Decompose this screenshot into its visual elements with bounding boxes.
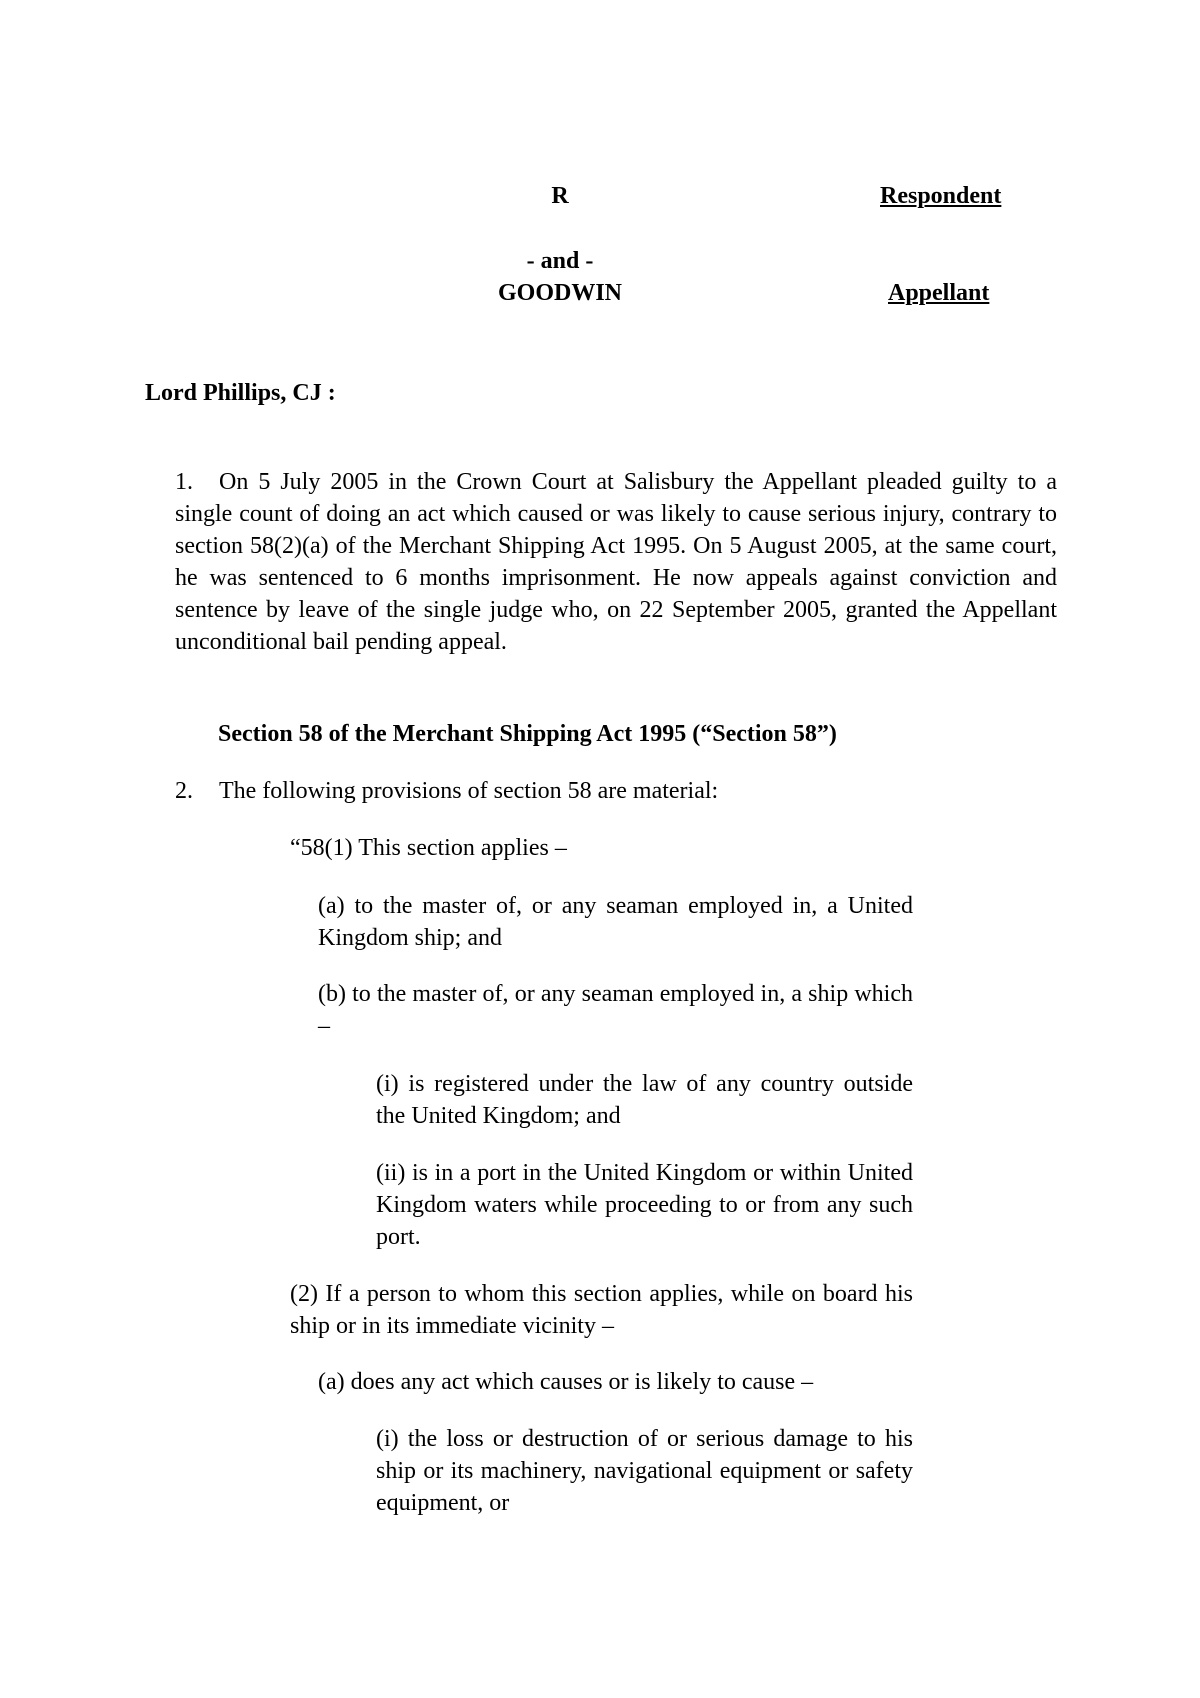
judge-heading: Lord Phillips, CJ : [145,380,336,406]
section-heading: Section 58 of the Merchant Shipping Act 1995 (“Section 58”) [218,721,837,747]
quote-58-1-b-ii: (ii) is in a port in the United Kingdom or within United Kingdom waters while proceeding to or from any such port. [376,1160,913,1250]
role-respondent-label: Respondent [880,183,1002,209]
quote-58-1-b-i: (i) is registered under the law of any country outside the United Kingdom; and [376,1071,913,1129]
paragraph-1 [175,466,1057,658]
quote-58-1-b: (b) to the master of, or any seaman employed in, a ship which – [318,981,913,1039]
party-respondent-name: R [551,183,569,209]
quote-58-1-a: (a) to the master of, or any seaman employed in, a United Kingdom ship; and [318,893,913,951]
party-appellant-name: GOODWIN [497,280,622,306]
quote-58-1: “58(1) This section applies – [290,835,567,861]
paragraph-1-number: 1. [175,469,193,495]
role-appellant-label: Appellant [888,280,990,306]
paragraph-1-text: On 5 July 2005 in the Crown Court at Salisbury the Appellant pleaded guilty to a single count of doing an act which caused or was likely to cause serious injury, contrary to section 58(2)(a) of the Merchant Shipping Act 1995. On 5 August 2005, at the same court, he was sentenced to 6 months imprisonment. He now appeals against conviction and sentence by leave of the single judge who, on 22 September 2005, granted the Appellant unconditional bail pending appeal. [175,469,1057,655]
paragraph-2-number: 2. [175,778,193,804]
quote-58-2: (2) If a person to whom this section applies, while on board his ship or in its immediate vicinity – [290,1281,913,1339]
party-separator: - and - [526,248,594,274]
paragraph-2-text: The following provisions of section 58 are material: [219,778,719,804]
quote-58-2-a-i: (i) the loss or destruction of or serious damage to his ship or its machinery, navigational equipment or safety equipment, or [376,1426,913,1516]
quote-58-2-a: (a) does any act which causes or is likely to cause – [318,1369,814,1395]
